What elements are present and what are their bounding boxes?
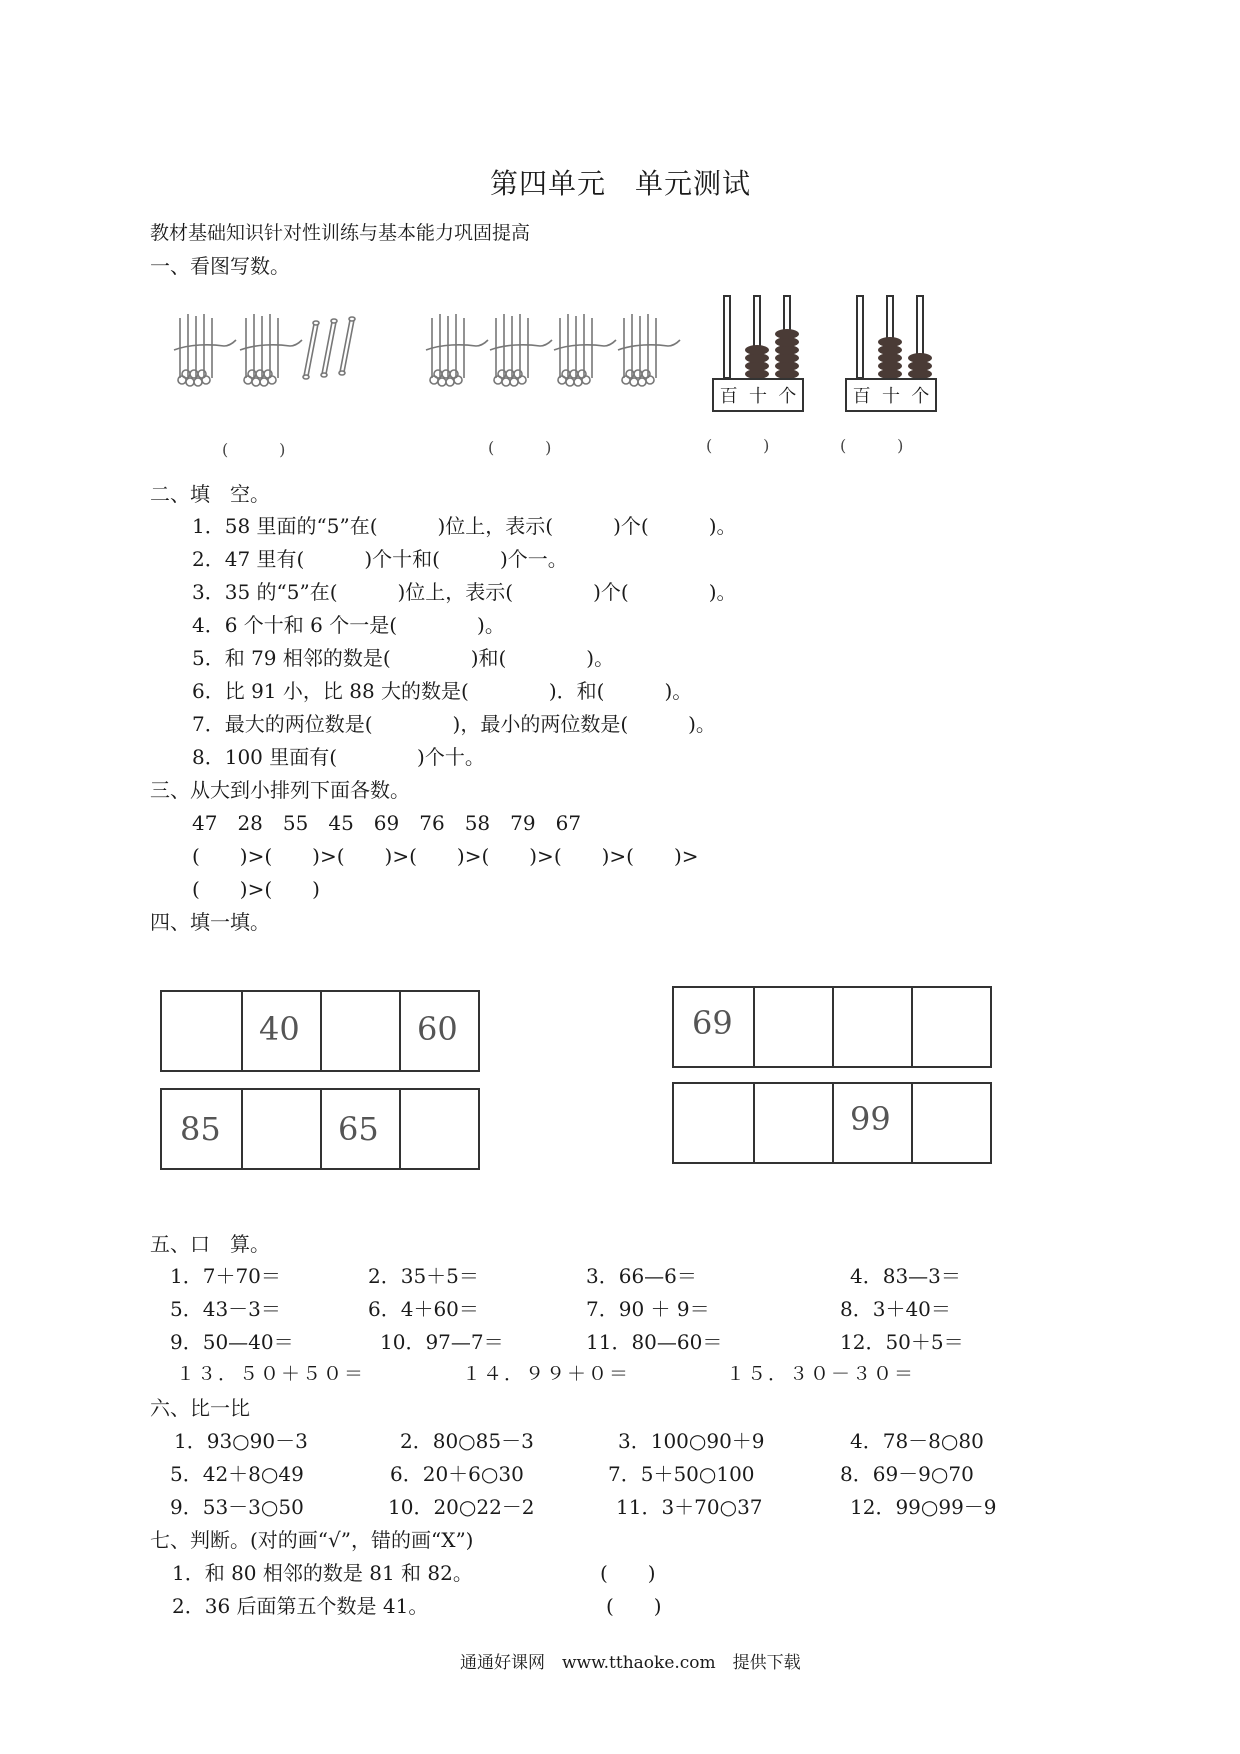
calc-item: 12．50＋5＝ [840, 1330, 964, 1354]
grid-cell: 85 [180, 1110, 221, 1148]
fill-item-5: 5．和 79 相邻的数是( )和( )。 [192, 646, 615, 670]
section6-heading: 六、比一比 [150, 1396, 250, 1420]
stick-bundles-picture-1 [170, 308, 380, 398]
section5-heading: 五、口 算。 [150, 1232, 270, 1256]
fill-item-1: 1．58 里面的“5”在( )位上，表示( )个( )。 [192, 514, 737, 538]
calc-item: 8．3＋40＝ [840, 1297, 951, 1321]
page-title: 第四单元 单元测试 [490, 167, 752, 200]
abacus-label-hundreds: 百 [719, 386, 738, 407]
bundle-icon [618, 314, 680, 386]
abacus-label-ones: 个 [911, 386, 930, 407]
number-grid-4 [672, 1082, 992, 1164]
section2-heading: 二、填 空。 [150, 482, 270, 506]
compare-item: 11．3＋70○37 [616, 1495, 763, 1519]
abacus-place-labels [845, 378, 937, 412]
fill-item-4: 4．6 个十和 6 个一是( )。 [192, 613, 505, 637]
compare-item: 7．5＋50○100 [608, 1462, 755, 1486]
fill-item-7: 7．最大的两位数是( )，最小的两位数是( )。 [192, 712, 716, 736]
calc-item: 11．80—60＝ [586, 1330, 723, 1354]
abacus-label-tens: 十 [881, 386, 900, 407]
calc-item: １５．３０－３０＝ [726, 1363, 916, 1385]
abacus-label-ones: 个 [778, 386, 797, 407]
calc-item: 4．83—3＝ [850, 1264, 961, 1288]
answer-blank-4: ( ) [840, 436, 904, 455]
compare-item: 1．93○90－3 [174, 1429, 308, 1453]
section7-heading: 七、判断。(对的画“√”，错的画“X”) [150, 1528, 474, 1552]
abacus-2 [845, 294, 935, 414]
stick-bundles-picture-2 [422, 308, 702, 398]
sort-answer-line-1: ( )>( )>( )>( )>( )>( )>( )> [192, 844, 699, 868]
grid-cell: 99 [850, 1100, 891, 1138]
abacus-label-tens: 十 [748, 386, 767, 407]
answer-blank-2: ( ) [488, 438, 552, 457]
abacus-1 [712, 294, 802, 414]
compare-item: 10．20○22－2 [388, 1495, 535, 1519]
answer-blank-1: ( ) [222, 440, 286, 459]
single-sticks-icon [303, 317, 355, 379]
answer-blank-3: ( ) [706, 436, 770, 455]
compare-item: 3．100○90＋9 [618, 1429, 765, 1453]
calc-item: 5．43－3＝ [170, 1297, 281, 1321]
judge-answer-2: ( ) [606, 1594, 662, 1618]
grid-cell: 40 [259, 1010, 300, 1048]
bundle-icon [174, 314, 236, 386]
sort-answer-line-2: ( )>( ) [192, 877, 320, 901]
abacus-place-labels [712, 378, 804, 412]
calc-item: 9．50—40＝ [170, 1330, 294, 1354]
abacus-rods-icon [712, 294, 802, 380]
calc-item: 1．7＋70＝ [170, 1264, 281, 1288]
grid-cell: 60 [417, 1010, 458, 1048]
number-grid-2 [672, 986, 992, 1068]
bundle-icon [490, 314, 552, 386]
compare-item: 6．20＋6○30 [390, 1462, 524, 1486]
fill-item-2: 2．47 里有( )个十和( )个一。 [192, 547, 568, 571]
compare-item: 2．80○85－3 [400, 1429, 534, 1453]
calc-item: 2．35＋5＝ [368, 1264, 479, 1288]
compare-item: 5．42＋8○49 [170, 1462, 304, 1486]
page-subtitle: 教材基础知识针对性训练与基本能力巩固提高 [150, 222, 531, 244]
bundle-icon [554, 314, 616, 386]
judge-item-1: 1．和 80 相邻的数是 81 和 82。 [172, 1561, 473, 1585]
fill-item-8: 8．100 里面有( )个十。 [192, 745, 485, 769]
calc-item: 10．97—7＝ [380, 1330, 504, 1354]
abacus-rods-icon [845, 294, 935, 380]
calc-item: １４．９９＋０＝ [462, 1363, 631, 1385]
compare-item: 4．78－8○80 [850, 1429, 984, 1453]
judge-answer-1: ( ) [600, 1561, 656, 1585]
grid-cell: 69 [692, 1004, 733, 1042]
fill-item-6: 6．比 91 小，比 88 大的数是( )．和( )。 [192, 679, 693, 703]
numbers-to-sort: 47 28 55 45 69 76 58 79 67 [192, 811, 582, 835]
abacus-label-hundreds: 百 [852, 386, 871, 407]
calc-item: 6．4＋60＝ [368, 1297, 479, 1321]
number-grid-3 [160, 1088, 480, 1170]
judge-item-2: 2．36 后面第五个数是 41。 [172, 1594, 429, 1618]
fill-item-3: 3．35 的“5”在( )位上，表示( )个( )。 [192, 580, 737, 604]
bundle-icon [240, 314, 302, 386]
compare-item: 9．53－3○50 [170, 1495, 304, 1519]
section3-heading: 三、从大到小排列下面各数。 [150, 778, 410, 802]
number-grid-1 [160, 990, 480, 1072]
calc-item: 7．90 ＋ 9＝ [586, 1297, 710, 1321]
compare-item: 12．99○99－9 [850, 1495, 997, 1519]
compare-item: 8．69－9○70 [840, 1462, 974, 1486]
page-footer: 通通好课网 www.tthaoke.com 提供下载 [460, 1653, 801, 1673]
grid-cell: 65 [338, 1110, 379, 1148]
calc-item: １３．５０＋５０＝ [176, 1363, 366, 1385]
section4-heading: 四、填一填。 [150, 910, 270, 934]
bundle-icon [426, 314, 488, 386]
calc-item: 3．66—6＝ [586, 1264, 697, 1288]
section1-heading: 一、看图写数。 [150, 254, 290, 278]
